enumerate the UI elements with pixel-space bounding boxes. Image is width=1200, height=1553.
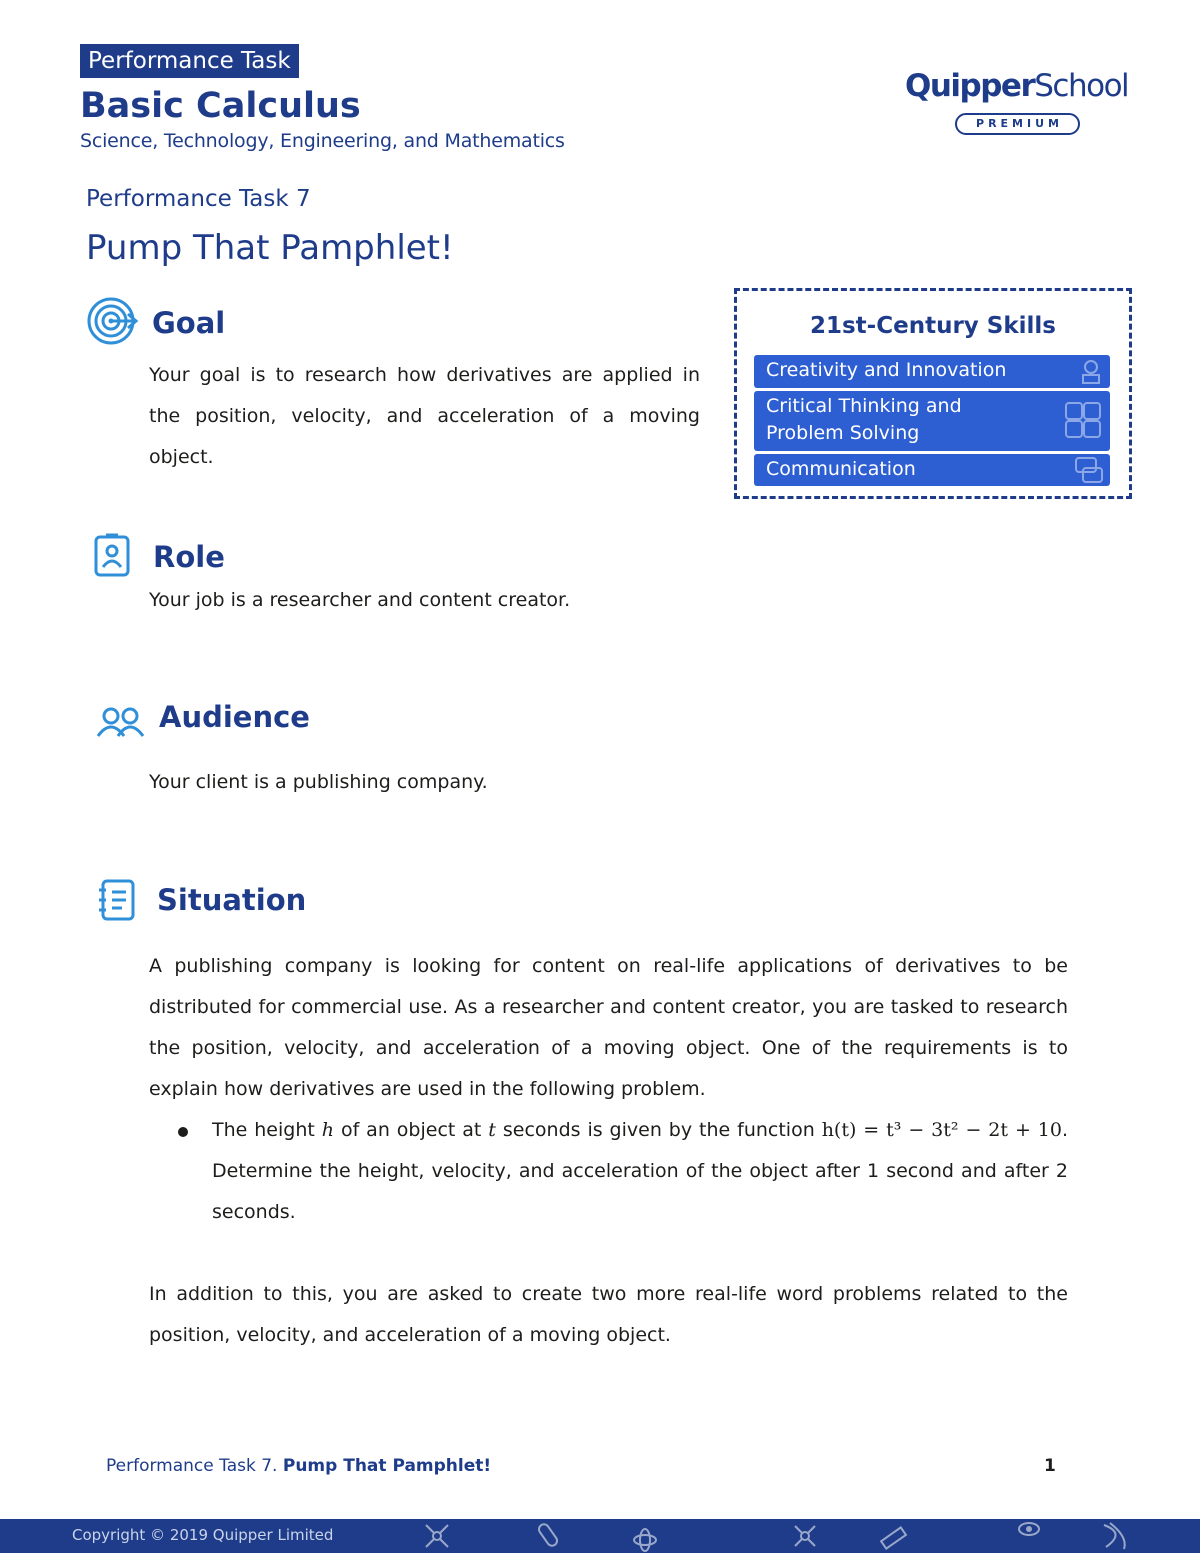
footer-bar: [0, 1519, 1200, 1553]
goal-text: Your goal is to research how derivatives are applied in the position, velocity, and acceleration of a moving object.: [149, 364, 700, 468]
logo-badge: PREMIUM: [955, 113, 1080, 135]
page-number: 1: [1044, 1456, 1056, 1476]
id-badge-icon: [93, 532, 131, 578]
situation-bullet: [212, 1110, 1068, 1233]
audience-text: Your client is a publishing company.: [149, 771, 488, 793]
course-subtitle: Science, Technology, Engineering, and Mathematics: [80, 130, 565, 152]
goal-heading: Goal: [152, 306, 226, 340]
network-icon: [790, 1521, 820, 1551]
skill-communication: [754, 454, 1110, 486]
target-icon: [86, 296, 140, 346]
footer-task-title: Pump That Pamphlet!: [282, 1456, 492, 1476]
people-icon: [96, 706, 146, 738]
test-tube-icon: [534, 1521, 562, 1551]
logo-bold: Quipper: [905, 68, 1035, 104]
situation-paragraph-1: A publishing company is looking for content on real-life applications of derivatives to be distributed for commercial use. As a researcher and content creator, you are tasked to research the position, velocity, and acceleration of a moving object. One of the requirements is to explain how derivatives are used in the following problem.: [149, 955, 1068, 1100]
skill-label-line1: Critical Thinking and: [766, 395, 962, 417]
skills-title: 21st-Century Skills: [809, 313, 1056, 339]
header-tag: Performance Task: [80, 44, 299, 78]
role-heading: Role: [153, 540, 225, 574]
bullet-text-1: The height: [212, 1119, 322, 1141]
skills-box: [734, 288, 1132, 499]
skill-label-line2: Problem Solving: [766, 422, 920, 444]
bullet-text-2: of an object at: [334, 1119, 489, 1141]
skill-label: Communication: [766, 458, 916, 480]
puzzle-icon: [1064, 401, 1104, 441]
bullet-text-3: seconds is given by the function: [495, 1119, 822, 1141]
orbit-icon: [1016, 1519, 1042, 1539]
situation-heading: Situation: [157, 883, 307, 917]
molecule-icon: [422, 1521, 452, 1551]
audience-heading: Audience: [159, 700, 310, 734]
copyright: Copyright © 2019 Quipper Limited: [72, 1526, 334, 1544]
role-text: Your job is a researcher and content creator.: [149, 589, 571, 611]
logo-wordmark: [905, 66, 1128, 106]
lightbulb-icon: [1078, 358, 1104, 385]
course-title: Basic Calculus: [80, 86, 361, 126]
skill-critical-thinking: [754, 391, 1110, 451]
ruler-icon: [878, 1525, 908, 1553]
footer-task-label: [106, 1456, 491, 1476]
atom-icon: [632, 1527, 658, 1553]
variable-h: h: [321, 1119, 335, 1141]
skill-label: Creativity and Innovation: [766, 359, 1007, 381]
document-icon: [96, 878, 138, 922]
task-title: Pump That Pamphlet!: [86, 228, 454, 268]
footer-task-number: Performance Task 7.: [106, 1456, 283, 1476]
situation-paragraph-2: In addition to this, you are asked to create two more real-life word problems related to the position, velocity, and acceleration of a moving object.: [149, 1283, 1068, 1346]
dna-icon: [1100, 1521, 1130, 1551]
skill-creativity: [754, 355, 1110, 388]
height-function: h(t) = t³ − 3t² − 2t + 10: [821, 1119, 1062, 1141]
task-number: Performance Task 7: [86, 186, 311, 212]
quipper-school-logo: [905, 66, 1130, 138]
bullet-marker: [178, 1127, 188, 1137]
chat-icon: [1074, 456, 1104, 484]
bullet-text-4: . Determine the height, velocity, and acceleration of the object after 1 second and after 2 seconds.: [212, 1119, 1069, 1223]
logo-light: School: [1034, 68, 1129, 104]
variable-t: t: [488, 1119, 496, 1141]
